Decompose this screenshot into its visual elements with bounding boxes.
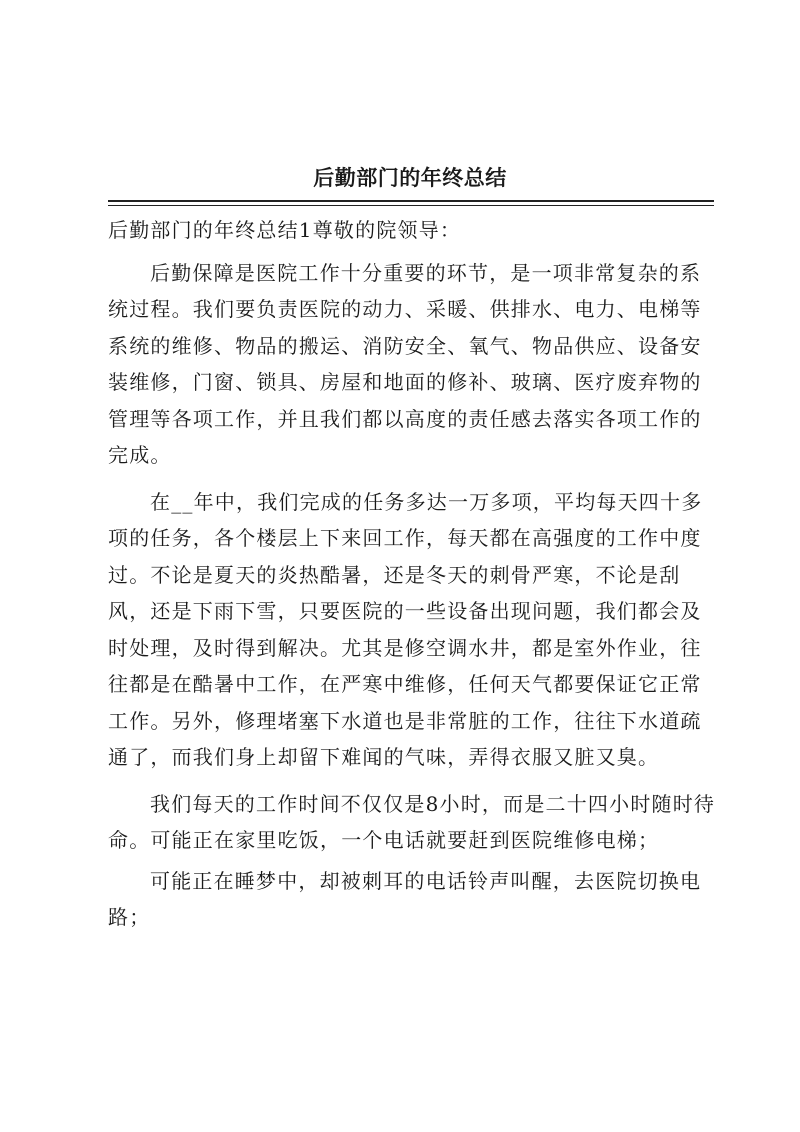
paragraph-3: 我们每天的工作时间不仅仅是8小时，而是二十四小时随时待命。可能正在家里吃饭，一个电话就要赶到医院维修电梯； <box>108 791 716 852</box>
document-body <box>108 212 718 936</box>
paragraph-1: 后勤保障是医院工作十分重要的环节，是一项非常复杂的系统过程。我们要负责医院的动力、采暖、供排水、电力、电梯等系统的维修、物品的搬运、消防安全、氧气、物品供应、设备安装维修，门窗、锁具、房屋和地面的修补、玻璃、医疗废弃物的管理等各项工作，并且我们都以高度的责任感去落实各项工作的完成。 <box>108 260 702 467</box>
paragraph-2: 在__年中，我们完成的任务多达一万多项，平均每天四十多项的任务，各个楼层上下来回工作，每天都在高强度的工作中度过。不论是夏天的炎热酷暑，还是冬天的刺骨严寒，不论是刮风，还是下雨下雪，只要医院的一些设备出现问题，我们都会及时处理，及时得到解决。尤其是修空调水井，都是室外作业，往往都是在酷暑中工作，在严寒中维修，任何天气都要保证它正常工作。另外，修理堵塞下水道也是非常脏的工作，往往下水道疏通了，而我们身上却留下难闻的气味，弄得衣服又脏又臭。 <box>108 489 703 769</box>
title-rule-thick <box>108 200 714 202</box>
opening-line: 后勤部门的年终总结1尊敬的院领导： <box>108 218 462 242</box>
title-rule-thin <box>108 205 714 206</box>
paragraph-4: 可能正在睡梦中，却被刺耳的电话铃声叫醒，去医院切换电路； <box>108 868 702 929</box>
document-title: 后勤部门的年终总结 <box>313 165 507 190</box>
